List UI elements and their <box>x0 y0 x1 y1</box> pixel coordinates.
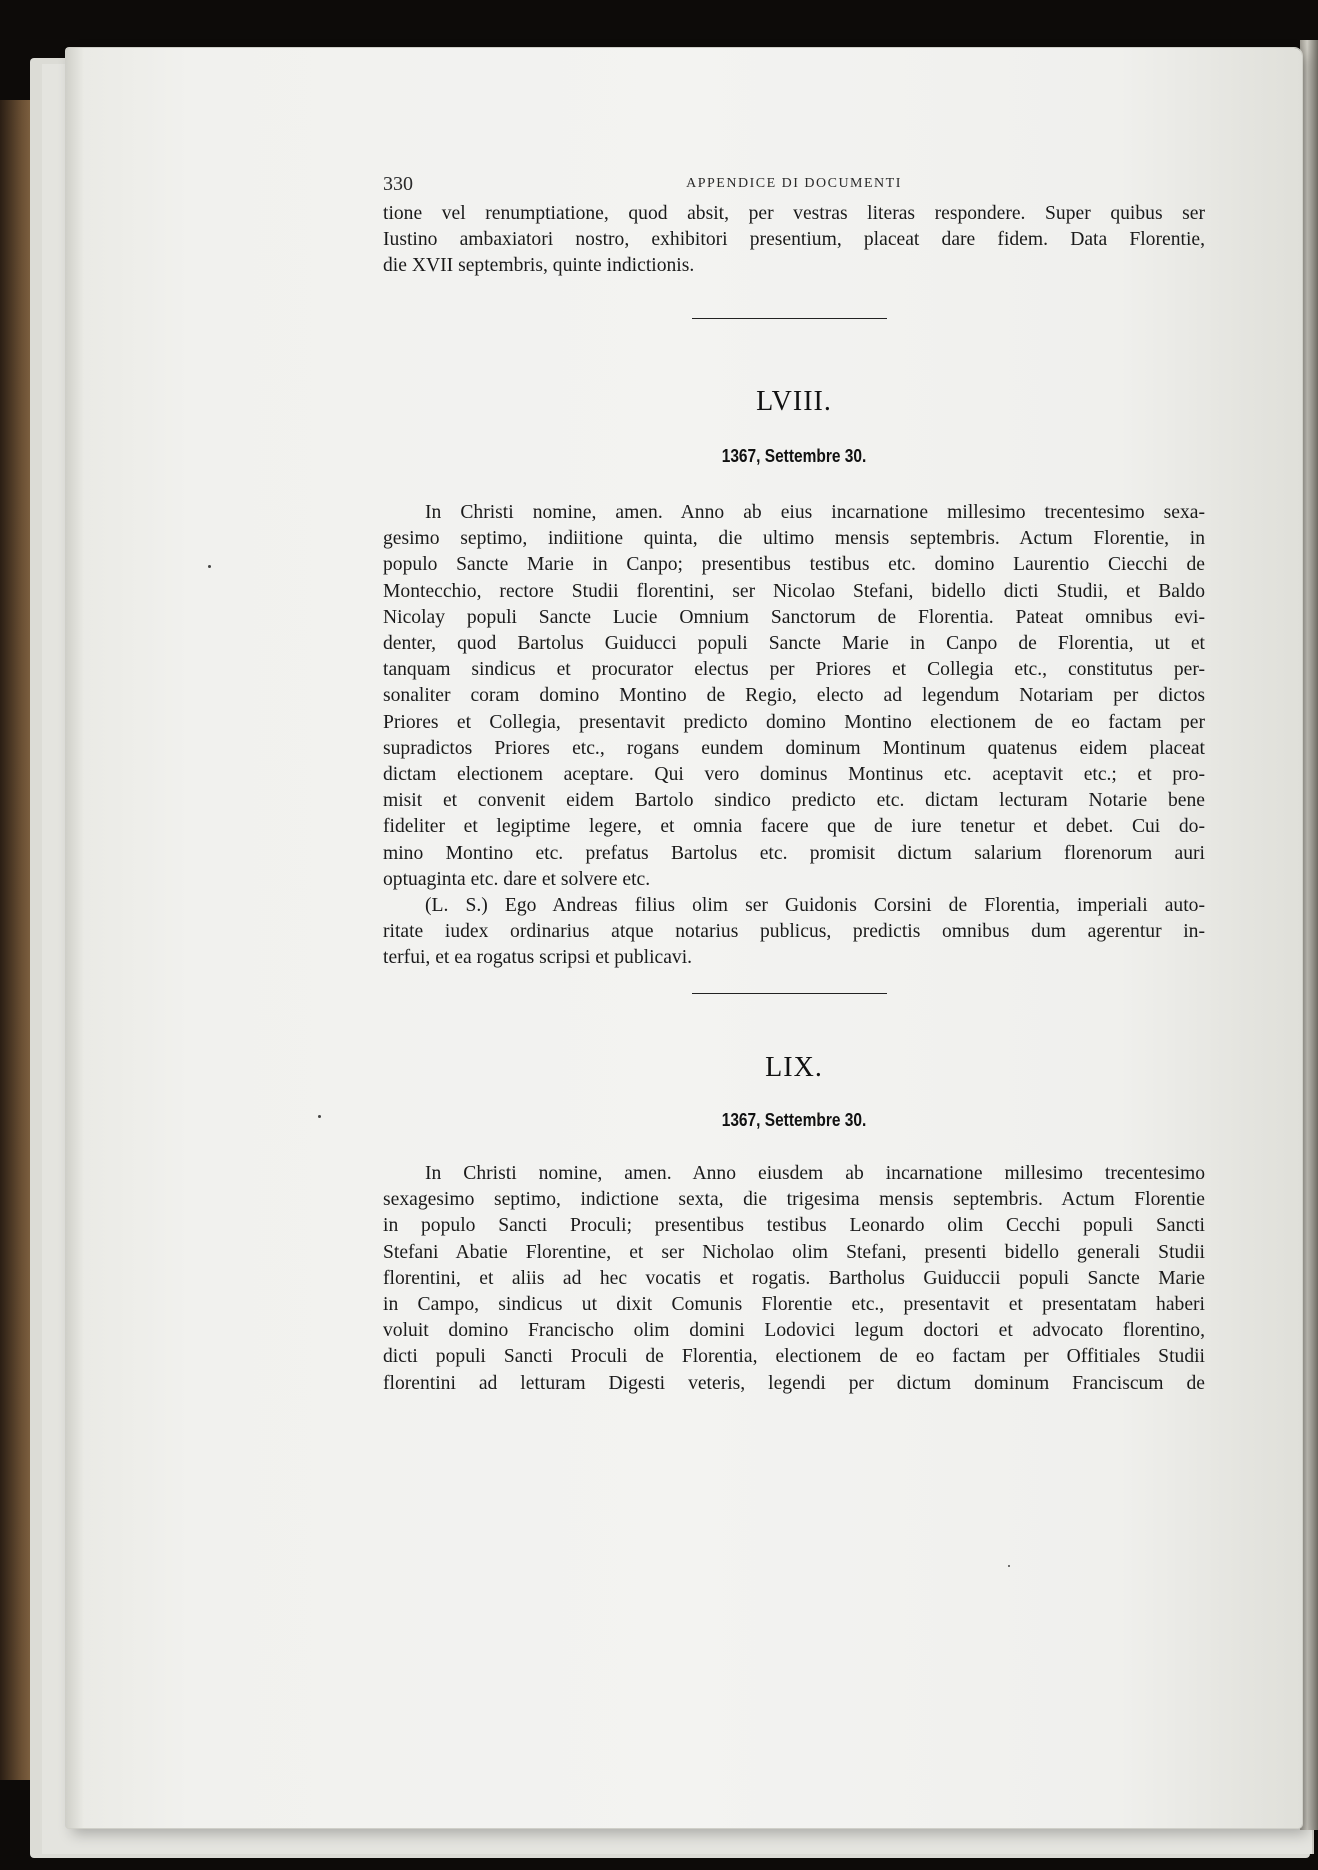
text-line: mino Montino etc. prefatus Bartolus etc. promisit dictum salarium florenorum auri <box>383 842 1205 864</box>
text-line: sonaliter coram domino Montino de Regio, electo ad legendum Notariam per dictos <box>383 685 1205 707</box>
section-divider <box>692 318 887 319</box>
continuation-text <box>383 201 1205 280</box>
document-numeral: LVIII. <box>756 386 832 417</box>
text-line: optuaginta etc. dare et solvere etc. <box>383 868 651 890</box>
paper-speck <box>1008 1565 1010 1567</box>
document-text <box>383 1161 1205 1397</box>
text-line: Stefani Abatie Florentine, et ser Nicholao olim Stefani, presenti bidello generali Studii <box>383 1241 1205 1263</box>
text-line: in Campo, sindicus ut dixit Comunis Florentie etc., presentavit et presentatam haberi <box>383 1294 1205 1316</box>
text-line: tione vel renumptiatione, quod absit, per vestras literas respondere. Super quibus ser <box>383 203 1205 224</box>
text-line: Montecchio, rectore Studii florentini, ser Nicolao Stefani, bidello dicti Studii, et Baldo <box>383 580 1205 602</box>
text-line: Nicolay populi Sancte Lucie Omnium Sanctorum de Florentia. Pateat omnibus evi- <box>383 606 1205 628</box>
text-line: dictam electionem aceptare. Qui vero dominus Montinus etc. aceptavit etc.; et pro- <box>383 764 1205 786</box>
text-line: die XVII septembris, quinte indictionis. <box>383 255 695 277</box>
text-line: voluit domino Francischo olim domini Lodovici legum doctori et advocato florentino, <box>383 1320 1205 1342</box>
document-numeral: LIX. <box>765 1052 823 1083</box>
page-header <box>383 173 1205 197</box>
document-date: 1367, Settembre 30. <box>721 1110 867 1130</box>
text-line: populo Sancte Marie in Canpo; presentibus testibus etc. domino Laurentio Ciecchi de <box>383 554 1205 576</box>
text-line: supradictos Priores etc., rogans eundem dominum Montinum quatenus eidem placeat <box>383 737 1205 759</box>
text-line: gesimo septimo, indiitione quinta, die ultimo mensis septembris. Actum Florentie, in <box>383 528 1205 550</box>
text-line: misit et convenit eidem Bartolo sindico predicto etc. dictam lecturam Notarie bene <box>383 790 1205 812</box>
page-number: 330 <box>383 173 413 195</box>
text-line: denter, quod Bartolus Guiducci populi Sancte Marie in Canpo de Florentia, ut et <box>383 633 1205 655</box>
document-date: 1367, Settembre 30. <box>721 446 867 466</box>
page-gutter-shadow <box>66 48 84 1828</box>
text-line: ritate iudex ordinarius atque notarius publicus, predictis omnibus dum agerentur in- <box>383 921 1205 943</box>
text-line: sexagesimo septimo, indictione sexta, die trigesima mensis septembris. Actum Florentie <box>383 1189 1205 1211</box>
text-line: fideliter et legiptime legere, et omnia facere que de iure tenetur et debet. Cui do- <box>383 816 1205 838</box>
text-line: In Christi nomine, amen. Anno eiusdem ab incarnatione millesimo trecentesimo <box>425 1163 1205 1184</box>
text-line: terfui, et ea rogatus scripsi et publicavi. <box>383 947 693 969</box>
text-line: florentini, et aliis ad hec vocatis et rogatis. Bartholus Guiduccii populi Sancte Marie <box>383 1267 1205 1289</box>
paper-speck <box>208 565 211 568</box>
text-line: dicti populi Sancti Proculi de Florentia, electionem de eo factam per Offitiales Studii <box>383 1346 1205 1368</box>
running-head: APPENDICE DI DOCUMENTI <box>686 176 902 191</box>
text-line: in populo Sancti Proculi; presentibus testibus Leonardo olim Cecchi populi Sancti <box>383 1215 1205 1237</box>
facing-page-edge <box>1300 40 1318 1830</box>
paper-speck <box>318 1115 321 1118</box>
section-divider <box>692 993 887 994</box>
document-text <box>383 500 1205 972</box>
text-line: tanquam sindicus et procurator electus per Priores et Collegia etc., constitutus per- <box>383 659 1205 681</box>
text-line: (L. S.) Ego Andreas filius olim ser Guidonis Corsini de Florentia, imperiali auto- <box>425 895 1205 917</box>
text-line: In Christi nomine, amen. Anno ab eius incarnatione millesimo trecentesimo sexa- <box>425 502 1205 523</box>
text-line: florentini ad letturam Digesti veteris, legendi per dictum dominum Franciscum de <box>383 1372 1205 1394</box>
text-line: Priores et Collegia, presentavit predicto domino Montino electionem de eo factam per <box>383 711 1205 733</box>
text-line: Iustino ambaxiatori nostro, exhibitori presentium, placeat dare fidem. Data Florentie, <box>383 229 1205 251</box>
